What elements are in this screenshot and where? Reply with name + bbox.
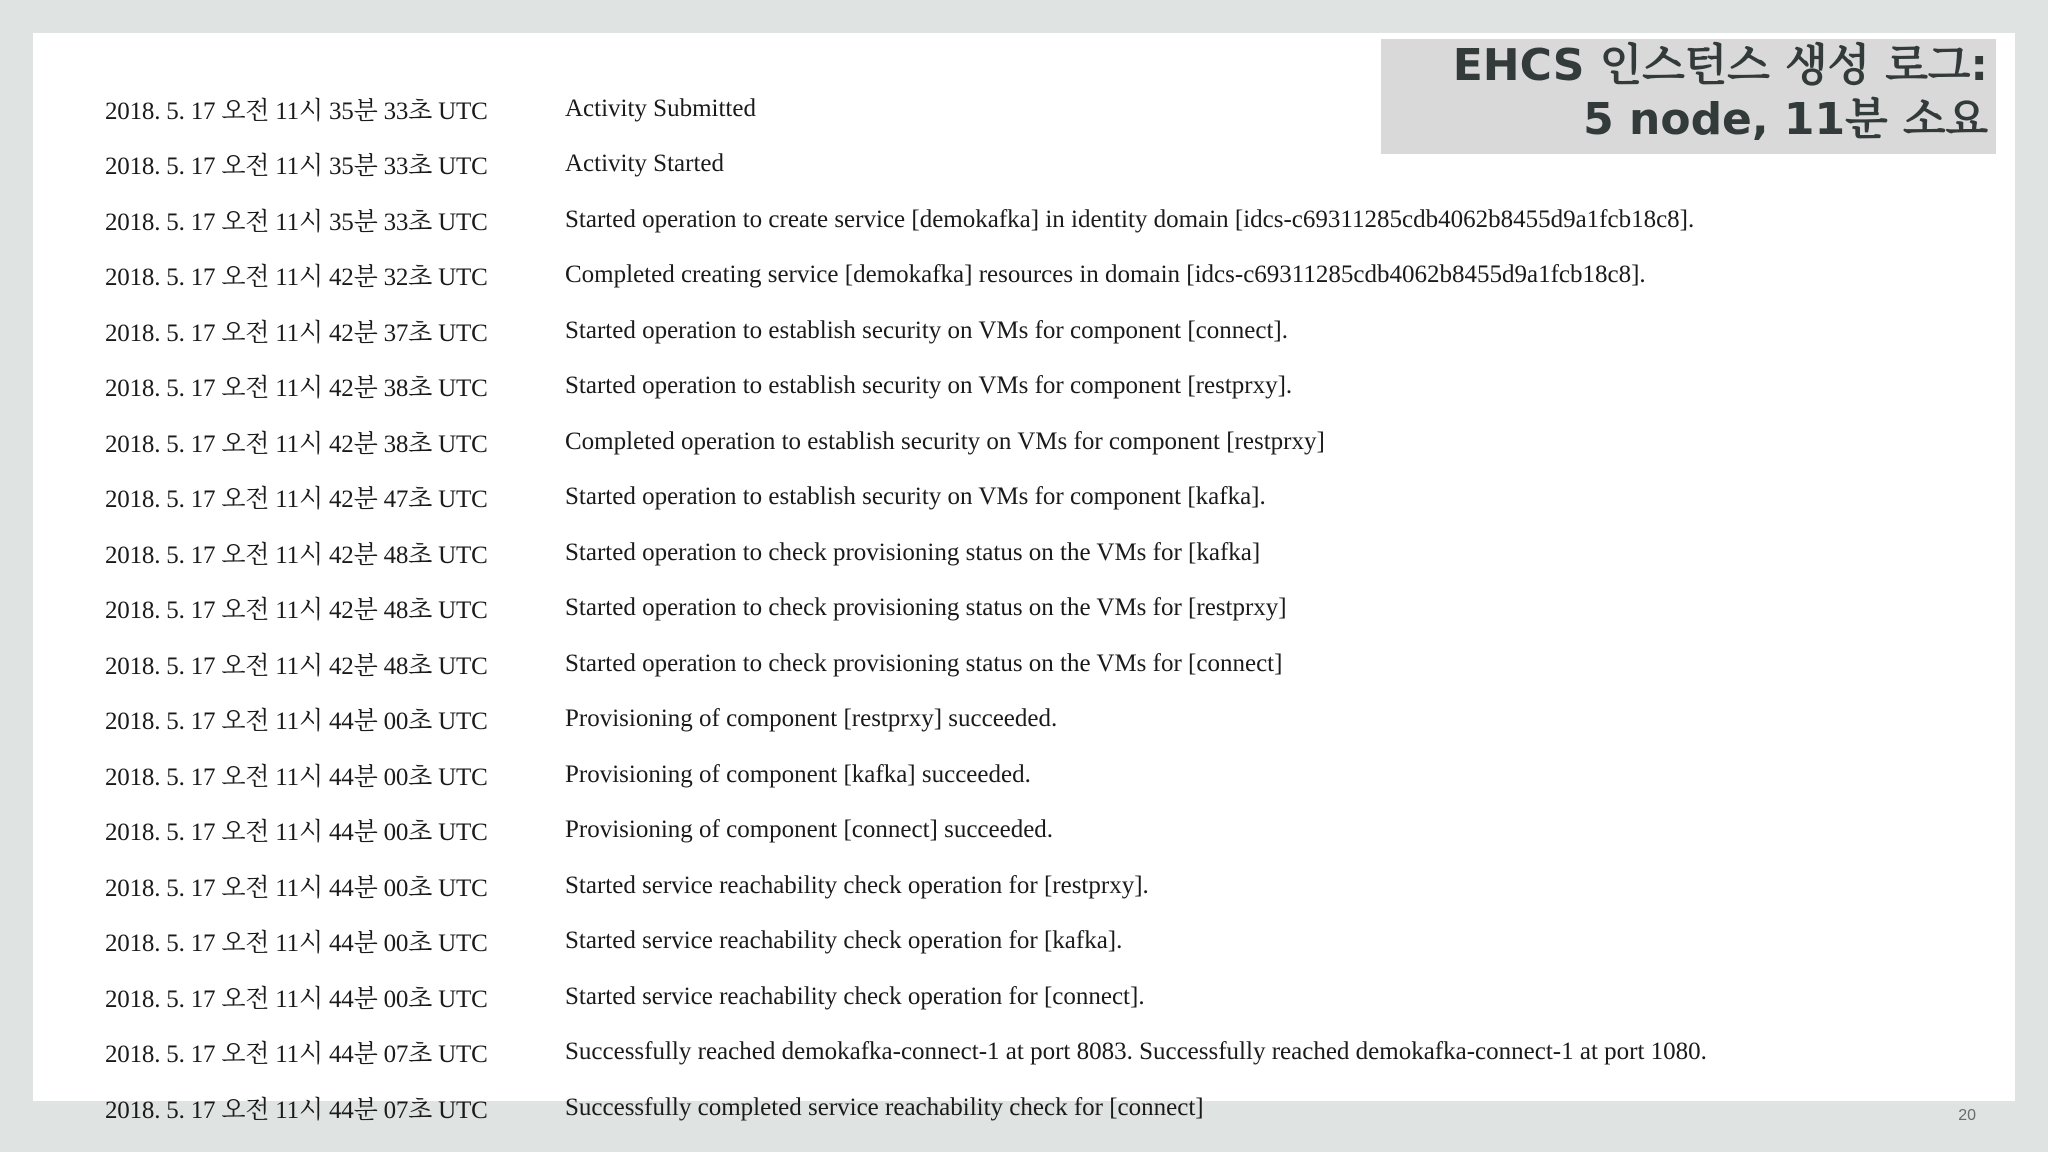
log-timestamp: 2018. 5. 17 오전 11시 44분 00초 UTC <box>105 985 488 1013</box>
log-row <box>105 858 1707 914</box>
log-timestamp: 2018. 5. 17 오전 11시 42분 48초 UTC <box>105 597 488 625</box>
log-message: Started service reachability check operation for [kafka]. <box>565 927 1123 955</box>
log-row <box>105 303 1707 359</box>
log-message: Started operation to check provisioning status on the VMs for [kafka] <box>565 538 1261 566</box>
log-row <box>105 1080 1707 1136</box>
log-timestamp: 2018. 5. 17 오전 11시 44분 00초 UTC <box>105 763 488 791</box>
page-number: 20 <box>1958 1107 1976 1124</box>
log-timestamp: 2018. 5. 17 오전 11시 42분 38초 UTC <box>105 375 488 403</box>
log-message: Activity Submitted <box>565 94 756 122</box>
log-timestamp: 2018. 5. 17 오전 11시 44분 00초 UTC <box>105 819 488 847</box>
log-message: Started operation to establish security on VMs for component [connect]. <box>565 316 1288 344</box>
log-timestamp: 2018. 5. 17 오전 11시 44분 00초 UTC <box>105 708 488 736</box>
log-timestamp: 2018. 5. 17 오전 11시 35분 33초 UTC <box>105 153 488 181</box>
log-row <box>105 359 1707 415</box>
log-timestamp: 2018. 5. 17 오전 11시 42분 48초 UTC <box>105 652 488 680</box>
log-message: Completed creating service [demokafka] resources in domain [idcs-c69311285cdb4062b8455d9a1fcb18c8]. <box>565 261 1646 289</box>
log-row <box>105 1025 1707 1081</box>
log-timestamp: 2018. 5. 17 오전 11시 44분 00초 UTC <box>105 874 488 902</box>
log-row <box>105 248 1707 304</box>
log-message: Provisioning of component [kafka] succeeded. <box>565 760 1031 788</box>
log-timestamp: 2018. 5. 17 오전 11시 42분 38초 UTC <box>105 430 488 458</box>
log-panel <box>33 33 2015 1124</box>
log-timestamp: 2018. 5. 17 오전 11시 42분 47초 UTC <box>105 486 488 514</box>
log-row <box>105 692 1707 748</box>
activity-log-list <box>105 81 1707 1136</box>
log-timestamp: 2018. 5. 17 오전 11시 44분 07초 UTC <box>105 1041 488 1069</box>
log-row <box>105 414 1707 470</box>
log-row <box>105 192 1707 248</box>
log-timestamp: 2018. 5. 17 오전 11시 35분 33초 UTC <box>105 208 488 236</box>
log-message: Started operation to check provisioning status on the VMs for [connect] <box>565 649 1283 677</box>
log-row <box>105 747 1707 803</box>
log-row <box>105 470 1707 526</box>
log-message: Activity Started <box>565 150 724 178</box>
slide-title-line-2: 5 node, 11분 소요 <box>1583 94 1988 145</box>
log-timestamp: 2018. 5. 17 오전 11시 35분 33초 UTC <box>105 97 488 125</box>
log-message: Provisioning of component [connect] succeeded. <box>565 816 1054 844</box>
log-message: Started service reachability check operation for [connect]. <box>565 982 1145 1010</box>
log-message: Successfully reached demokafka-connect-1 at port 8083. Successfully reached demokafka-connect-1 at port 1080. <box>565 1038 1707 1066</box>
log-message: Started operation to establish security on VMs for component [kafka]. <box>565 483 1266 511</box>
log-message: Completed operation to establish security on VMs for component [restprxy] <box>565 427 1325 455</box>
log-timestamp: 2018. 5. 17 오전 11시 44분 07초 UTC <box>105 1096 488 1124</box>
log-message: Started operation to check provisioning status on the VMs for [restprxy] <box>565 594 1287 622</box>
log-message: Successfully completed service reachability check for [connect] <box>565 1093 1204 1121</box>
log-timestamp: 2018. 5. 17 오전 11시 42분 37초 UTC <box>105 319 488 347</box>
log-row <box>105 914 1707 970</box>
log-message: Started operation to create service [demokafka] in identity domain [idcs-c69311285cdb4062b8455d9a1fcb18c8]. <box>565 205 1695 233</box>
slide-title <box>1381 39 1996 154</box>
log-timestamp: 2018. 5. 17 오전 11시 44분 00초 UTC <box>105 930 488 958</box>
log-message: Provisioning of component [restprxy] succeeded. <box>565 705 1058 733</box>
log-message: Started operation to establish security on VMs for component [restprxy]. <box>565 372 1293 400</box>
log-row <box>105 636 1707 692</box>
log-timestamp: 2018. 5. 17 오전 11시 42분 48초 UTC <box>105 541 488 569</box>
log-timestamp: 2018. 5. 17 오전 11시 42분 32초 UTC <box>105 264 488 292</box>
log-row <box>105 969 1707 1025</box>
log-row <box>105 525 1707 581</box>
log-message: Started service reachability check operation for [restprxy]. <box>565 871 1149 899</box>
slide-title-line-1: EHCS 인스턴스 생성 로그: <box>1452 40 1988 91</box>
log-row <box>105 803 1707 859</box>
log-row <box>105 581 1707 637</box>
